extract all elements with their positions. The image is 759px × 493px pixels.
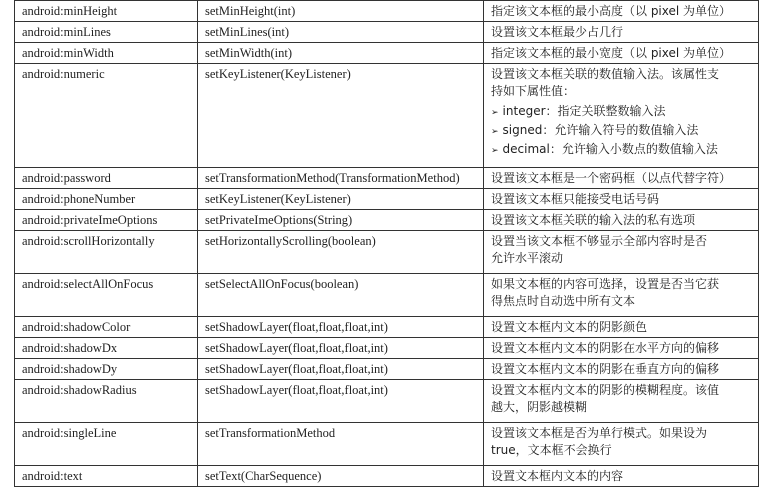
table-row [15,338,759,359]
list-item [491,141,752,160]
desc-line: true，文本框不会换行 [491,443,612,457]
table-row [15,231,759,274]
desc-cell [484,317,759,338]
desc-line: 设置文本框内文本的阴影的模糊程度。该值 [491,383,720,397]
desc-cell [484,1,759,22]
method-cell: setKeyListener(KeyListener) [198,64,484,168]
method-cell: setMinHeight(int) [198,1,484,22]
desc-line: 设置该文本框最少占几行 [491,25,624,39]
table-row [15,22,759,43]
table-row [15,43,759,64]
desc-cell [484,466,759,487]
method-cell: setTransformationMethod(TransformationMethod) [198,168,484,189]
desc-line: 越大，阴影越模糊 [491,400,588,414]
desc-cell [484,43,759,64]
attr-cell: android:scrollHorizontally [15,231,198,274]
attr-cell: android:privateImeOptions [15,210,198,231]
desc-cell [484,380,759,423]
attribute-table [14,0,759,487]
attr-cell: android:numeric [15,64,198,168]
option-text: decimal：允许输入小数点的数值输入法 [502,142,718,156]
method-cell: setPrivateImeOptions(String) [198,210,484,231]
desc-cell [484,423,759,466]
desc-line: 如果文本框的内容可选择，设置是否当它获 [491,277,720,291]
method-cell: setTransformationMethod [198,423,484,466]
method-cell: setKeyListener(KeyListener) [198,189,484,210]
desc-cell [484,189,759,210]
attr-cell: android:shadowRadius [15,380,198,423]
desc-line: 设置文本框内文本的内容 [491,469,624,483]
desc-line: 指定该文本框的最小宽度（以 pixel 为单位） [491,46,732,60]
method-cell: setMinWidth(int) [198,43,484,64]
table-row [15,317,759,338]
desc-line: 设置当该文本框不够显示全部内容时是否 [491,234,708,248]
attr-cell: android:minLines [15,22,198,43]
option-text: signed：允许输入符号的数值输入法 [502,123,699,137]
desc-line: 设置该文本框关联的数值输入法。该属性支 [491,67,720,81]
desc-cell [484,210,759,231]
table-row [15,1,759,22]
option-list [491,103,752,160]
desc-line: 指定该文本框的最小高度（以 pixel 为单位） [491,4,732,18]
desc-line: 持如下属性值： [491,84,576,98]
desc-line: 设置文本框内文本的阴影在水平方向的偏移 [491,341,720,355]
list-item [491,103,752,122]
table-row [15,423,759,466]
desc-cell [484,359,759,380]
arrow-bullet-icon: ➢ [491,127,499,137]
desc-line: 设置该文本框是一个密码框（以点代替字符） [491,171,732,185]
method-cell: setShadowLayer(float,float,float,int) [198,380,484,423]
table-row [15,380,759,423]
method-cell: setMinLines(int) [198,22,484,43]
desc-line: 设置该文本框是否为单行模式。如果设为 [491,426,708,440]
attr-cell: android:shadowColor [15,317,198,338]
desc-line: 得焦点时自动选中所有文本 [491,294,636,308]
method-cell: setShadowLayer(float,float,float,int) [198,359,484,380]
method-cell: setText(CharSequence) [198,466,484,487]
desc-cell [484,338,759,359]
desc-line: 设置文本框内文本的阴影颜色 [491,320,648,334]
method-cell: setSelectAllOnFocus(boolean) [198,274,484,317]
attr-cell: android:password [15,168,198,189]
method-cell: setShadowLayer(float,float,float,int) [198,338,484,359]
desc-cell [484,231,759,274]
table-row [15,466,759,487]
list-item [491,122,752,141]
desc-line: 设置该文本框只能接受电话号码 [491,192,660,206]
table-row [15,168,759,189]
table-row [15,64,759,168]
table-row [15,210,759,231]
attr-cell: android:shadowDx [15,338,198,359]
attr-cell: android:selectAllOnFocus [15,274,198,317]
attr-cell: android:singleLine [15,423,198,466]
desc-cell [484,64,759,168]
attr-cell: android:minWidth [15,43,198,64]
attr-cell: android:phoneNumber [15,189,198,210]
option-text: integer：指定关联整数输入法 [502,104,666,118]
method-cell: setHorizontallyScrolling(boolean) [198,231,484,274]
desc-cell [484,274,759,317]
table-row [15,189,759,210]
attr-cell: android:minHeight [15,1,198,22]
desc-line: 允许水平滚动 [491,251,564,265]
arrow-bullet-icon: ➢ [491,108,499,118]
table-row [15,274,759,317]
desc-cell [484,22,759,43]
attr-cell: android:shadowDy [15,359,198,380]
desc-line: 设置文本框内文本的阴影在垂直方向的偏移 [491,362,720,376]
table-row [15,359,759,380]
attr-cell: android:text [15,466,198,487]
arrow-bullet-icon: ➢ [491,146,499,156]
method-cell: setShadowLayer(float,float,float,int) [198,317,484,338]
desc-cell [484,168,759,189]
desc-line: 设置该文本框关联的输入法的私有选项 [491,213,696,227]
